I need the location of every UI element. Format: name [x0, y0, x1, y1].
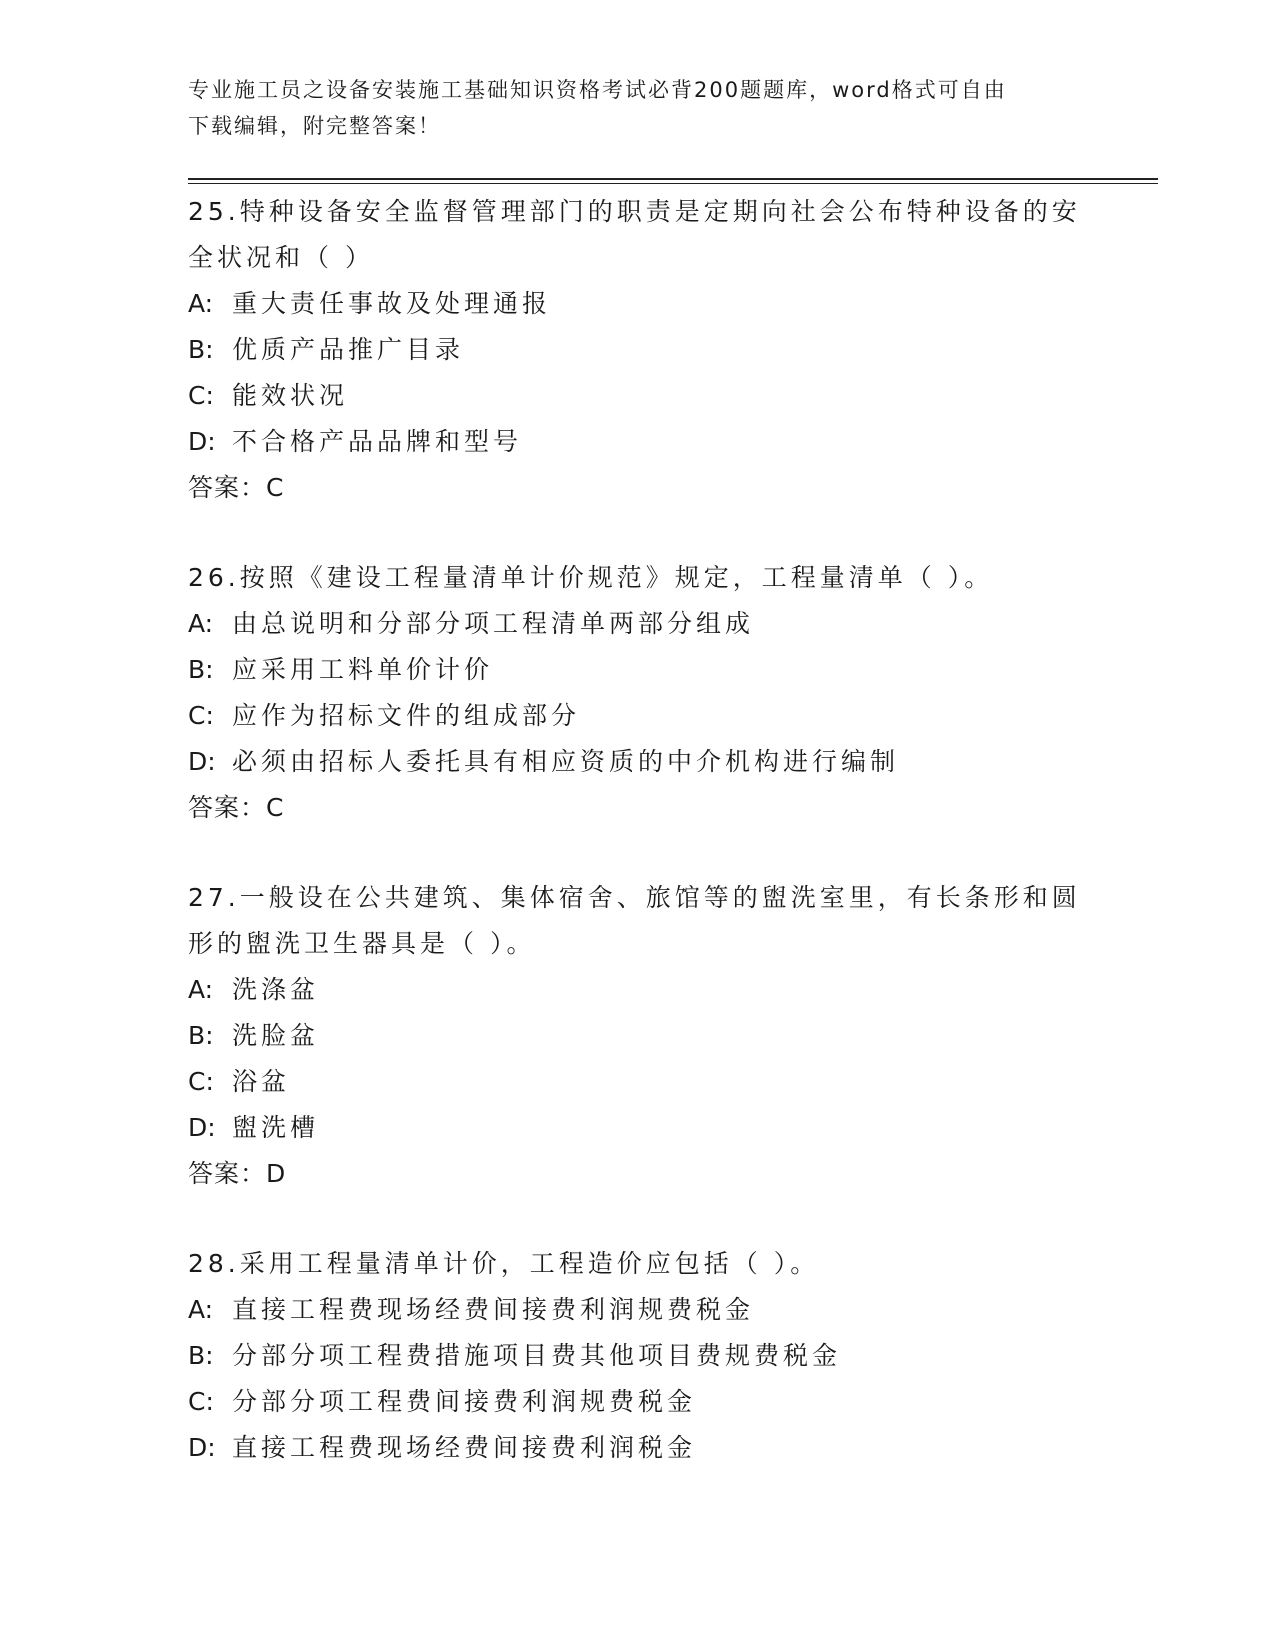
option-text: 优质产品推广目录 — [232, 335, 465, 364]
header-line-1: 专业施工员之设备安装施工基础知识资格考试必背200题题库，word格式可自由 — [188, 78, 1007, 102]
question-list — [188, 189, 1088, 1515]
option-key: B: — [188, 335, 214, 364]
option-d — [188, 1105, 1088, 1151]
option-c — [188, 373, 1088, 419]
option-key: B: — [188, 655, 214, 684]
option-text: 分部分项工程费措施项目费其他项目费规费税金 — [232, 1341, 842, 1370]
answer-label: 答案：C — [188, 473, 285, 502]
question-text-line-2: 形的盥洗卫生器具是（ ）。 — [188, 929, 536, 958]
option-text: 必须由招标人委托具有相应资质的中介机构进行编制 — [232, 747, 900, 776]
question-text-line-1: 26.按照《建设工程量清单计价规范》规定，工程量清单（ ）。 — [188, 563, 994, 592]
document-header — [188, 72, 1088, 144]
option-b — [188, 1013, 1088, 1059]
option-a — [188, 967, 1088, 1013]
question-text — [188, 875, 1088, 967]
option-b — [188, 327, 1088, 373]
option-b — [188, 647, 1088, 693]
answer-label: 答案：D — [188, 1159, 287, 1188]
option-key: B: — [188, 1341, 214, 1370]
option-key: C: — [188, 1387, 214, 1416]
question-27 — [188, 875, 1088, 1197]
header-rule-thick — [188, 178, 1158, 180]
option-a — [188, 281, 1088, 327]
question-text-line-1: 27.一般设在公共建筑、集体宿舍、旅馆等的盥洗室里，有长条形和圆 — [188, 883, 1081, 912]
option-key: B: — [188, 1021, 214, 1050]
option-key: D: — [188, 1433, 216, 1462]
option-text: 盥洗槽 — [232, 1113, 320, 1142]
option-c — [188, 1379, 1088, 1425]
option-text: 不合格产品品牌和型号 — [232, 427, 523, 456]
question-text-line-2: 全状况和（ ） — [188, 243, 374, 272]
option-key: C: — [188, 1067, 214, 1096]
option-key: A: — [188, 609, 214, 638]
question-text — [188, 555, 1088, 601]
question-text — [188, 189, 1088, 281]
option-a — [188, 601, 1088, 647]
option-c — [188, 693, 1088, 739]
question-text-line-1: 25.特种设备安全监督管理部门的职责是定期向社会公布特种设备的安 — [188, 197, 1081, 226]
option-c — [188, 1059, 1088, 1105]
option-text: 能效状况 — [232, 381, 349, 410]
question-26 — [188, 555, 1088, 831]
header-line-2: 下载编辑，附完整答案！ — [188, 114, 441, 138]
option-text: 浴盆 — [232, 1067, 291, 1096]
option-text: 分部分项工程费间接费利润规费税金 — [232, 1387, 697, 1416]
option-text: 应作为招标文件的组成部分 — [232, 701, 581, 730]
option-text: 重大责任事故及处理通报 — [232, 289, 552, 318]
option-key: A: — [188, 289, 214, 318]
header-rule-thin — [188, 183, 1158, 184]
question-28 — [188, 1241, 1088, 1471]
option-d — [188, 739, 1088, 785]
question-25 — [188, 189, 1088, 511]
option-d — [188, 419, 1088, 465]
option-text: 洗脸盆 — [232, 1021, 320, 1050]
option-text: 由总说明和分部分项工程清单两部分组成 — [232, 609, 755, 638]
option-key: C: — [188, 381, 214, 410]
answer-label: 答案：C — [188, 793, 285, 822]
question-text-line-1: 28.采用工程量清单计价，工程造价应包括（ ）。 — [188, 1249, 820, 1278]
option-text: 直接工程费现场经费间接费利润规费税金 — [232, 1295, 755, 1324]
option-key: A: — [188, 975, 214, 1004]
option-d — [188, 1425, 1088, 1471]
option-text: 洗涤盆 — [232, 975, 320, 1004]
question-text — [188, 1241, 1088, 1287]
option-b — [188, 1333, 1088, 1379]
option-key: D: — [188, 1113, 216, 1142]
option-key: A: — [188, 1295, 214, 1324]
option-text: 直接工程费现场经费间接费利润税金 — [232, 1433, 697, 1462]
option-key: D: — [188, 427, 216, 456]
option-key: C: — [188, 701, 214, 730]
option-a — [188, 1287, 1088, 1333]
option-text: 应采用工料单价计价 — [232, 655, 494, 684]
option-key: D: — [188, 747, 216, 776]
